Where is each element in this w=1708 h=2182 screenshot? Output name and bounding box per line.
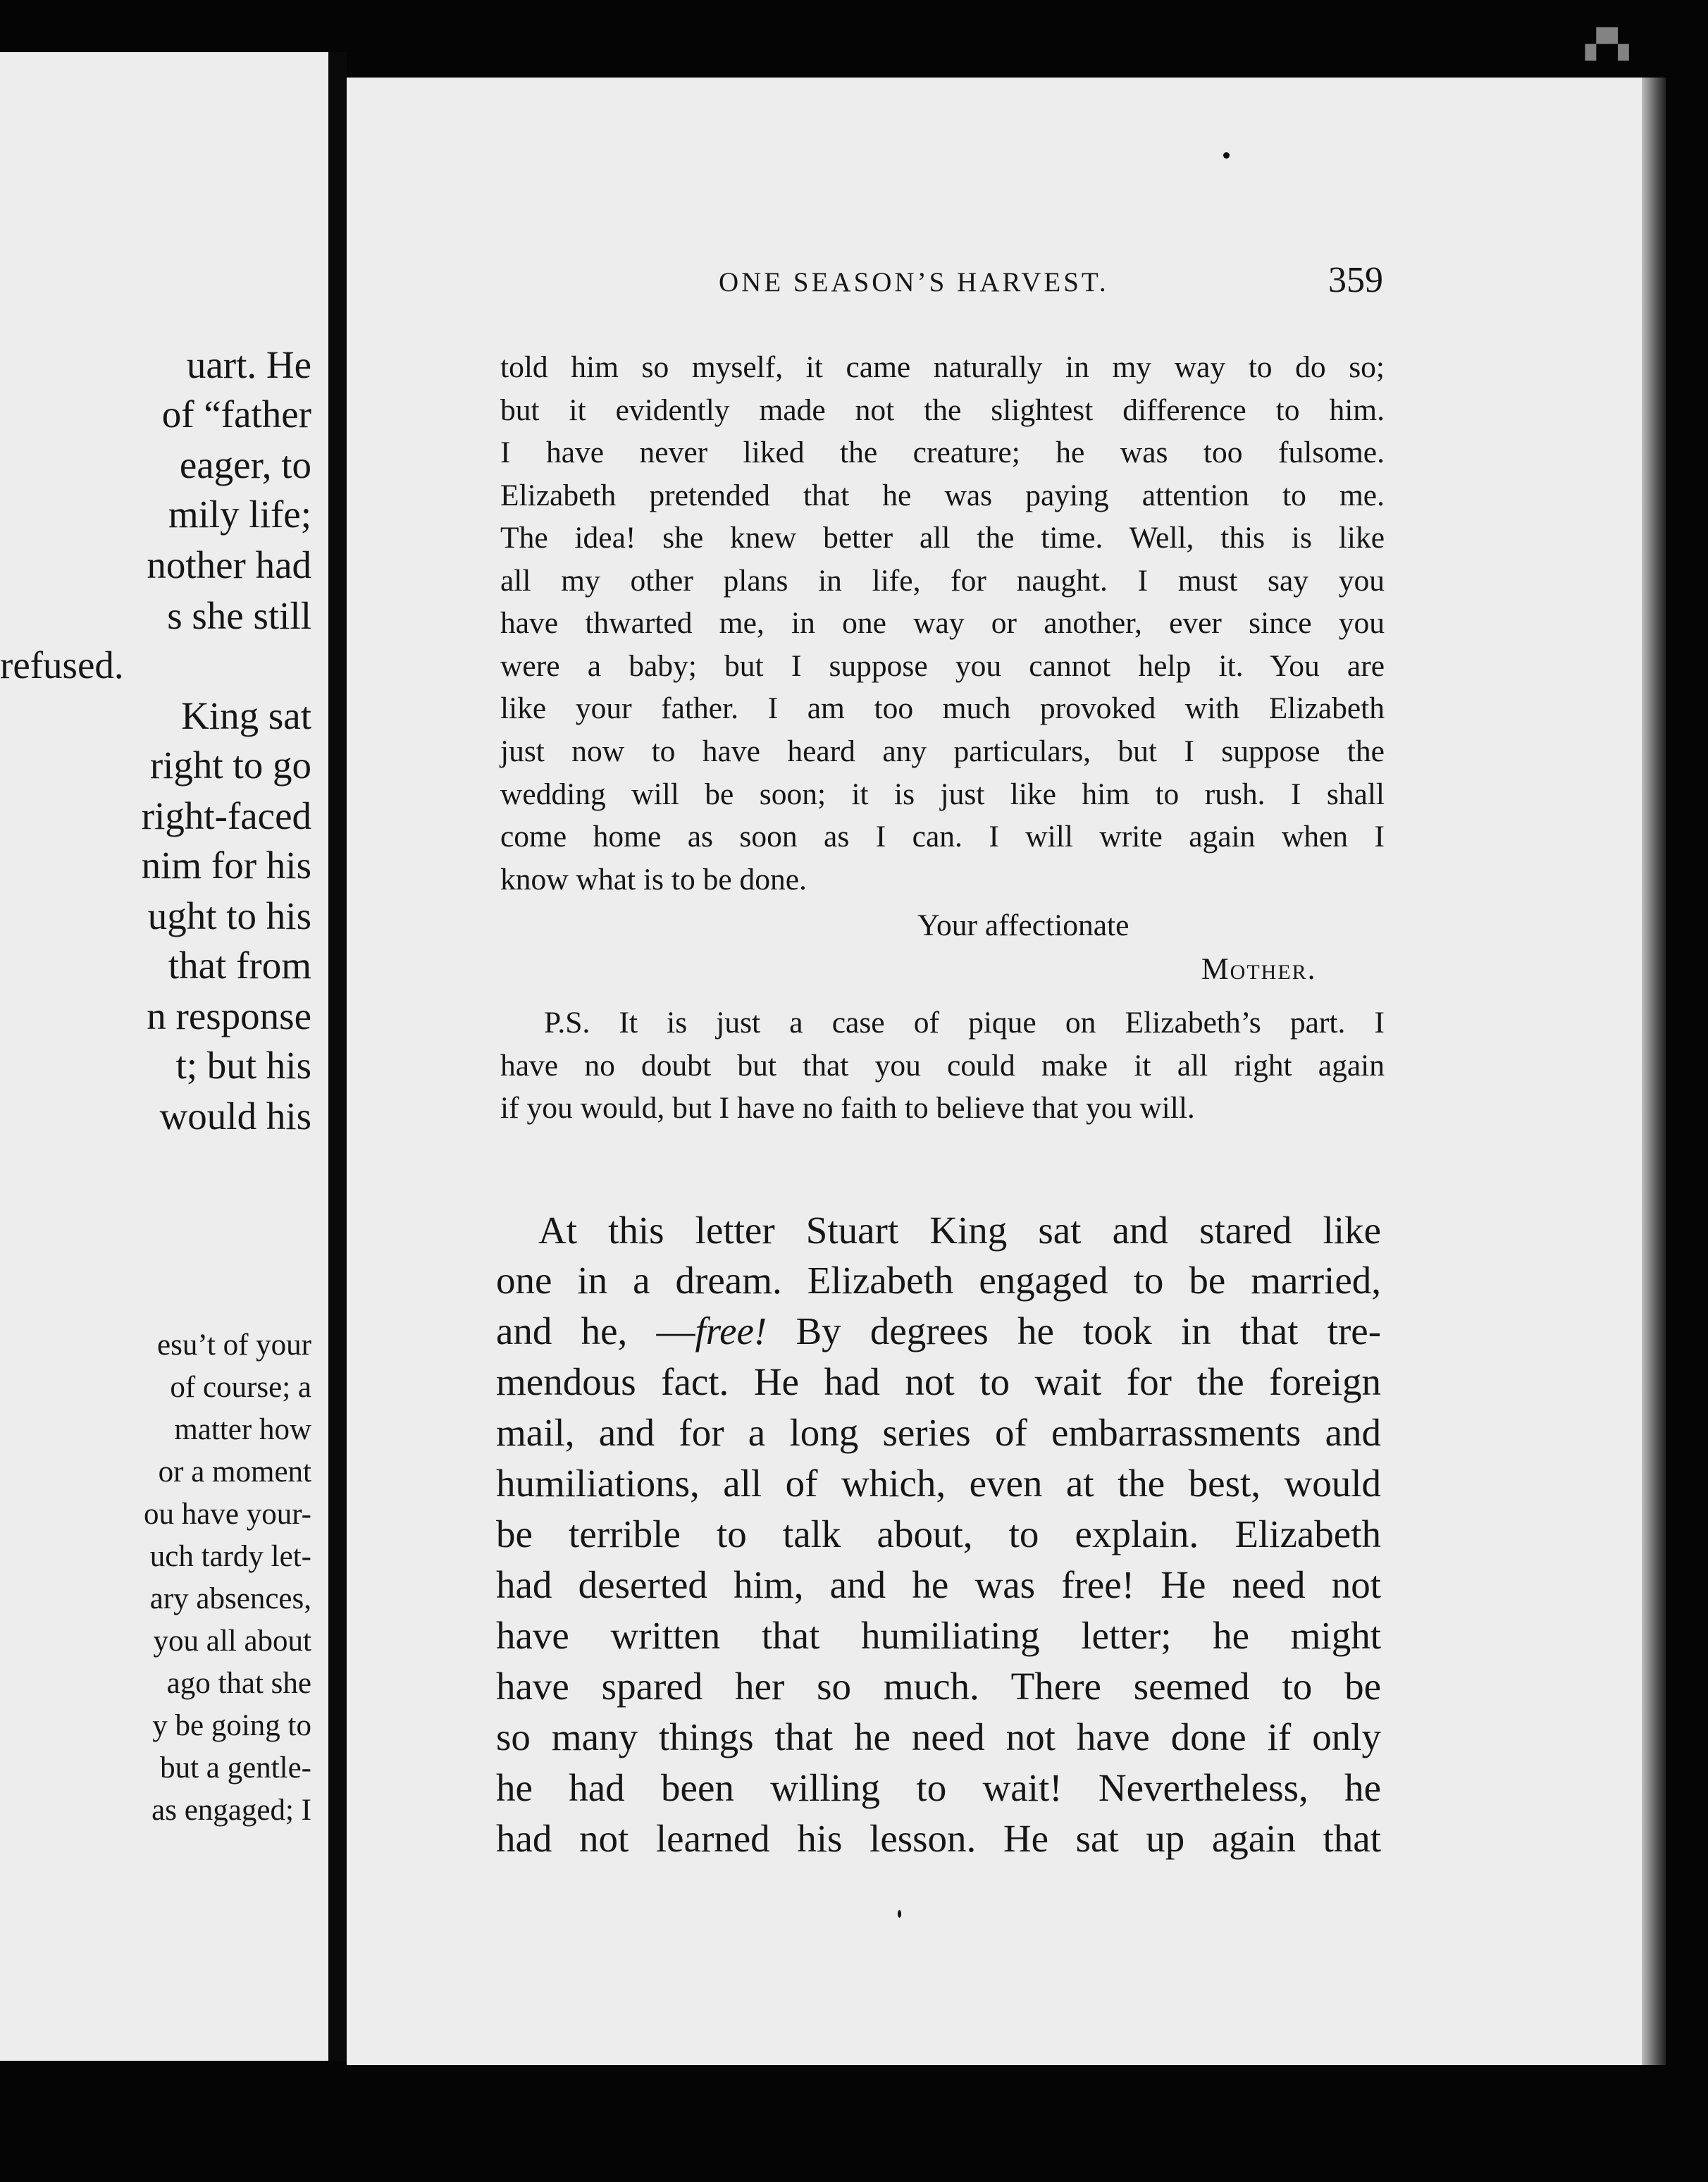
body-line: so many things that he need not have done if only [496,1715,1381,1758]
letter-line: The idea! she knew better all the time. Well, this is like [500,521,1385,555]
left-page-line: esu’t of your [157,1329,311,1362]
body-line: had not learned his lesson. He sat up again that [496,1817,1381,1860]
left-page-line: matter how [174,1413,311,1446]
left-page-line: t; but his [175,1044,311,1087]
body-line: have spared her so much. There seemed to be [496,1665,1381,1708]
left-page-line: uart. He [186,343,311,386]
left-page-line: of “father [161,393,311,436]
letter-closing: Your affectionate [917,908,1130,942]
left-page-line: King sat [181,694,311,737]
page-edge-shadow [1642,78,1666,2065]
ink-speck [1223,152,1230,159]
letter-line: just now to have heard any particulars, but I suppose the [500,734,1385,768]
letter-line: know what is to be done. [500,863,807,896]
italic-emphasis: free! [695,1309,767,1352]
letter-line: but it evidently made not the slightest difference to him. [500,393,1385,427]
letter-line: were a baby; but I suppose you cannot help it. You are [500,649,1385,683]
body-line [496,1309,1382,1352]
left-page-line: nim for his [141,844,311,887]
left-page-line: refused. [0,643,124,686]
body-line: humiliations, all of which, even at the best, would [496,1462,1381,1505]
letter-line: I have never liked the creature; he was too fulsome. [500,436,1385,469]
left-page-line: ught to his [147,894,311,937]
left-page-line: uch tardy let- [149,1540,311,1573]
left-page-line: but a gentle- [160,1751,311,1785]
left-page-line: ary absences, [149,1582,311,1615]
left-page-line: that from [168,944,311,987]
left-page-line: you all about [153,1625,311,1658]
postscript-line: P.S. It is just a case of pique on Elizabeth’s part. I [544,1006,1385,1040]
left-page-line: ago that she [166,1667,311,1700]
postscript-line: if you would, but I have no faith to believe that you will. [500,1091,1195,1125]
left-page-line: would his [159,1095,311,1138]
letter-line: come home as soon as I can. I will write again when I [500,820,1385,853]
body-line: be terrible to talk about, to explain. Elizabeth [496,1512,1381,1555]
body-line: one in a dream. Elizabeth engaged to be married, [496,1259,1381,1302]
page-number: 359 [1328,260,1383,300]
letter-line: wedding will be soon; it is just like him to rush. I shall [500,777,1385,811]
body-line: At this letter Stuart King sat and stared like [538,1209,1381,1252]
left-page-line: or a moment [158,1455,311,1488]
body-line-middle: By degrees he took in that [767,1309,1299,1352]
body-line: mail, and for a long series of embarrassments and [496,1411,1381,1454]
body-line: had deserted him, and he was free! He need not [496,1563,1381,1606]
body-line-end: tre- [1327,1309,1382,1352]
left-page [0,52,328,2061]
left-page-line: right to go [149,744,311,787]
body-line: he had been willing to wait! Nevertheless, he [496,1766,1381,1809]
left-page-line: n response [147,994,311,1037]
body-line: have written that humiliating letter; he might [496,1614,1381,1657]
letter-line: have thwarted me, in one way or another, ever since you [500,606,1385,640]
postscript-line: have no doubt but that you could make it all right again [500,1049,1385,1083]
scan-corner-artifact: ▞▚ [1585,28,1629,61]
letter-line: like your father. I am too much provoked with Elizabeth [500,691,1385,725]
ink-speck [898,1910,901,1918]
letter-line: all my other plans in life, for naught. I must say you [500,564,1385,598]
left-page-line: as engaged; I [151,1794,311,1827]
left-page-line: ou have your- [144,1498,311,1531]
running-head: ONE SEASON’S HARVEST. [719,267,1109,297]
letter-line: Elizabeth pretended that he was paying attention to me. [500,479,1385,512]
left-page-line: nother had [147,543,311,586]
left-page-line: s she still [167,594,311,637]
body-line-start: and he, — [496,1309,695,1352]
body-line: mendous fact. He had not to wait for the foreign [496,1360,1381,1403]
left-page-line: of course; a [170,1371,311,1404]
left-page-line: right-faced [141,794,311,837]
letter-signature: Mother. [1201,952,1317,986]
left-page-line: mily life; [168,493,311,536]
left-page-line: y be going to [152,1709,311,1742]
letter-line: told him so myself, it came naturally in my way to do so; [500,350,1385,384]
book-gutter [328,52,347,2061]
left-page-line: eager, to [179,443,311,486]
